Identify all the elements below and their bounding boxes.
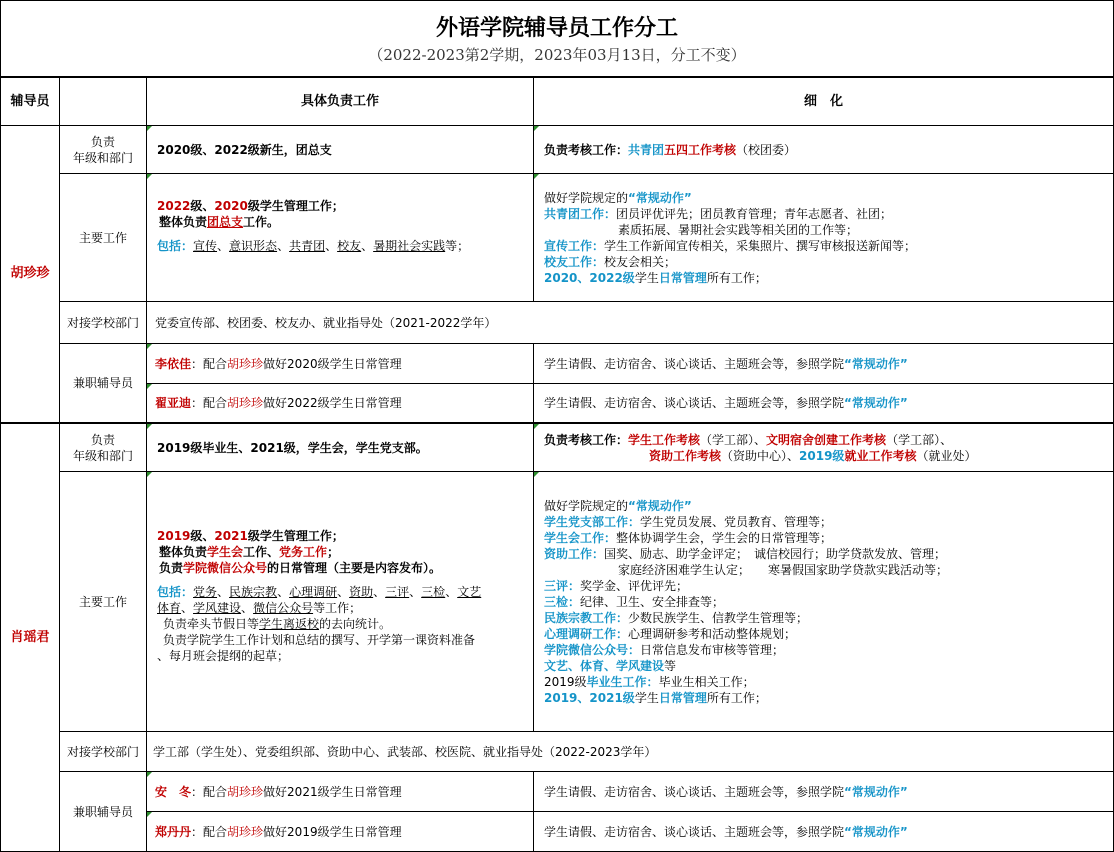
label-grade-dept-2: 负责 年级和部门 bbox=[60, 424, 147, 472]
hu-main-work: 2022级、2020级学生管理工作； 整体负责团总支工作。 包括：宣传、意识形态、共青团、校友、暑期社会实践等； bbox=[147, 174, 534, 302]
counselor-name-hu: 胡珍珍 bbox=[0, 126, 60, 424]
page-subtitle: （2022-2023第2学期，2023年03月13日，分工不变） bbox=[368, 46, 746, 64]
xiao-grades: 2019级毕业生、2021级，学生会，学生党支部。 bbox=[147, 424, 534, 472]
label-part-time-2: 兼职辅导员 bbox=[60, 772, 147, 852]
counselor-name-xiao: 肖瑶君 bbox=[0, 424, 60, 852]
xiao-detail: 做好学院规定的“常规动作” 学生党支部工作：学生党员发展、党员教育、管理等； 学生会工作：整体协调学生会，学生会的日常管理等； 资助工作：国奖、励志、助学金评定； 诚信校园行；助学贷款发放、管理； 家庭经济困难学生认定； 寒暑假国家助学贷款实践活动等； 三评：奖学金、评优评先； 三检：纪律、卫生、安全排查等； 民族宗教工作：少数民族学生、信教学生管理等； 心理调研工作：心理调研参考和活动整体规划； 学院微信公众号：日常信息发布审核等管理； 文艺、体育、学风建设等 2019级毕业生工作：毕业生相关工作； 2019、2021级学生日常管理所有工作； bbox=[534, 472, 1114, 732]
page-title: 外语学院辅导员工作分工 bbox=[435, 16, 678, 41]
label-part-time: 兼职辅导员 bbox=[60, 344, 147, 424]
xiao-main-work: 2019级、2021级学生管理工作； 整体负责学生会工作、党务工作； 负责学院微信公众号的日常管理（主要是内容发布）。 包括：党务、民族宗教、心理调研、资助、三评、三检、文艺 体育、学风建设、微信公众号等工作； 负责牵头节假日等学生离返校的去向统计。 负责学院学生工作计划和总结的撰写、开学第一课资料准备 、每月班会提纲的起草； bbox=[147, 472, 534, 732]
label-grade-dept: 负责 年级和部门 bbox=[60, 126, 147, 174]
header-work: 具体负责工作 bbox=[147, 78, 534, 126]
label-main-work: 主要工作 bbox=[60, 174, 147, 302]
hu-pt-0-detail: 学生请假、走访宿舍、谈心谈话、主题班会等，参照学院“常规动作” bbox=[534, 344, 1114, 384]
xiao-pt-1-detail: 学生请假、走访宿舍、谈心谈话、主题班会等，参照学院“常规动作” bbox=[534, 812, 1114, 852]
xiao-pt-0: 安 冬：配合胡珍珍做好2021级学生日常管理 bbox=[147, 772, 534, 812]
header-detail: 细 化 bbox=[534, 78, 1114, 126]
header-blank bbox=[60, 78, 147, 126]
label-main-work-2: 主要工作 bbox=[60, 472, 147, 732]
xiao-school-depts: 学工部（学生处）、党委组织部、资助中心、武装部、校医院、就业指导处（2022-2023学年） bbox=[147, 732, 1114, 772]
label-school-dept: 对接学校部门 bbox=[60, 302, 147, 344]
hu-pt-0: 李依佳：配合胡珍珍做好2020级学生日常管理 bbox=[147, 344, 534, 384]
hu-pt-1-detail: 学生请假、走访宿舍、谈心谈话、主题班会等，参照学院“常规动作” bbox=[534, 384, 1114, 424]
xiao-pt-0-detail: 学生请假、走访宿舍、谈心谈话、主题班会等，参照学院“常规动作” bbox=[534, 772, 1114, 812]
xiao-pt-1: 郑丹丹：配合胡珍珍做好2019级学生日常管理 bbox=[147, 812, 534, 852]
hu-assessment: 负责考核工作：共青团五四工作考核（校团委） bbox=[534, 126, 1114, 174]
header-counselor: 辅导员 bbox=[0, 78, 60, 126]
hu-grades: 2020级、2022级新生，团总支 bbox=[147, 126, 534, 174]
hu-detail: 做好学院规定的“常规动作” 共青团工作：团员评优评先；团员教育管理；青年志愿者、社团； 素质拓展、暑期社会实践等相关团的工作等； 宣传工作：学生工作新闻宣传相关，采集照片、撰写审核报送新闻等； 校友工作：校友会相关； 2020、2022级学生日常管理所有工作； bbox=[534, 174, 1114, 302]
hu-school-depts: 党委宣传部、校团委、校友办、就业指导处（2021-2022学年） bbox=[147, 302, 1114, 344]
title-block bbox=[0, 0, 1114, 78]
xiao-assessment: 负责考核工作：学生工作考核（学工部）、文明宿舍创建工作考核（学工部）、 资助工作考核（资助中心）、2019级就业工作考核（就业处） bbox=[534, 424, 1114, 472]
label-school-dept-2: 对接学校部门 bbox=[60, 732, 147, 772]
hu-pt-1: 翟亚迪：配合胡珍珍做好2022级学生日常管理 bbox=[147, 384, 534, 424]
